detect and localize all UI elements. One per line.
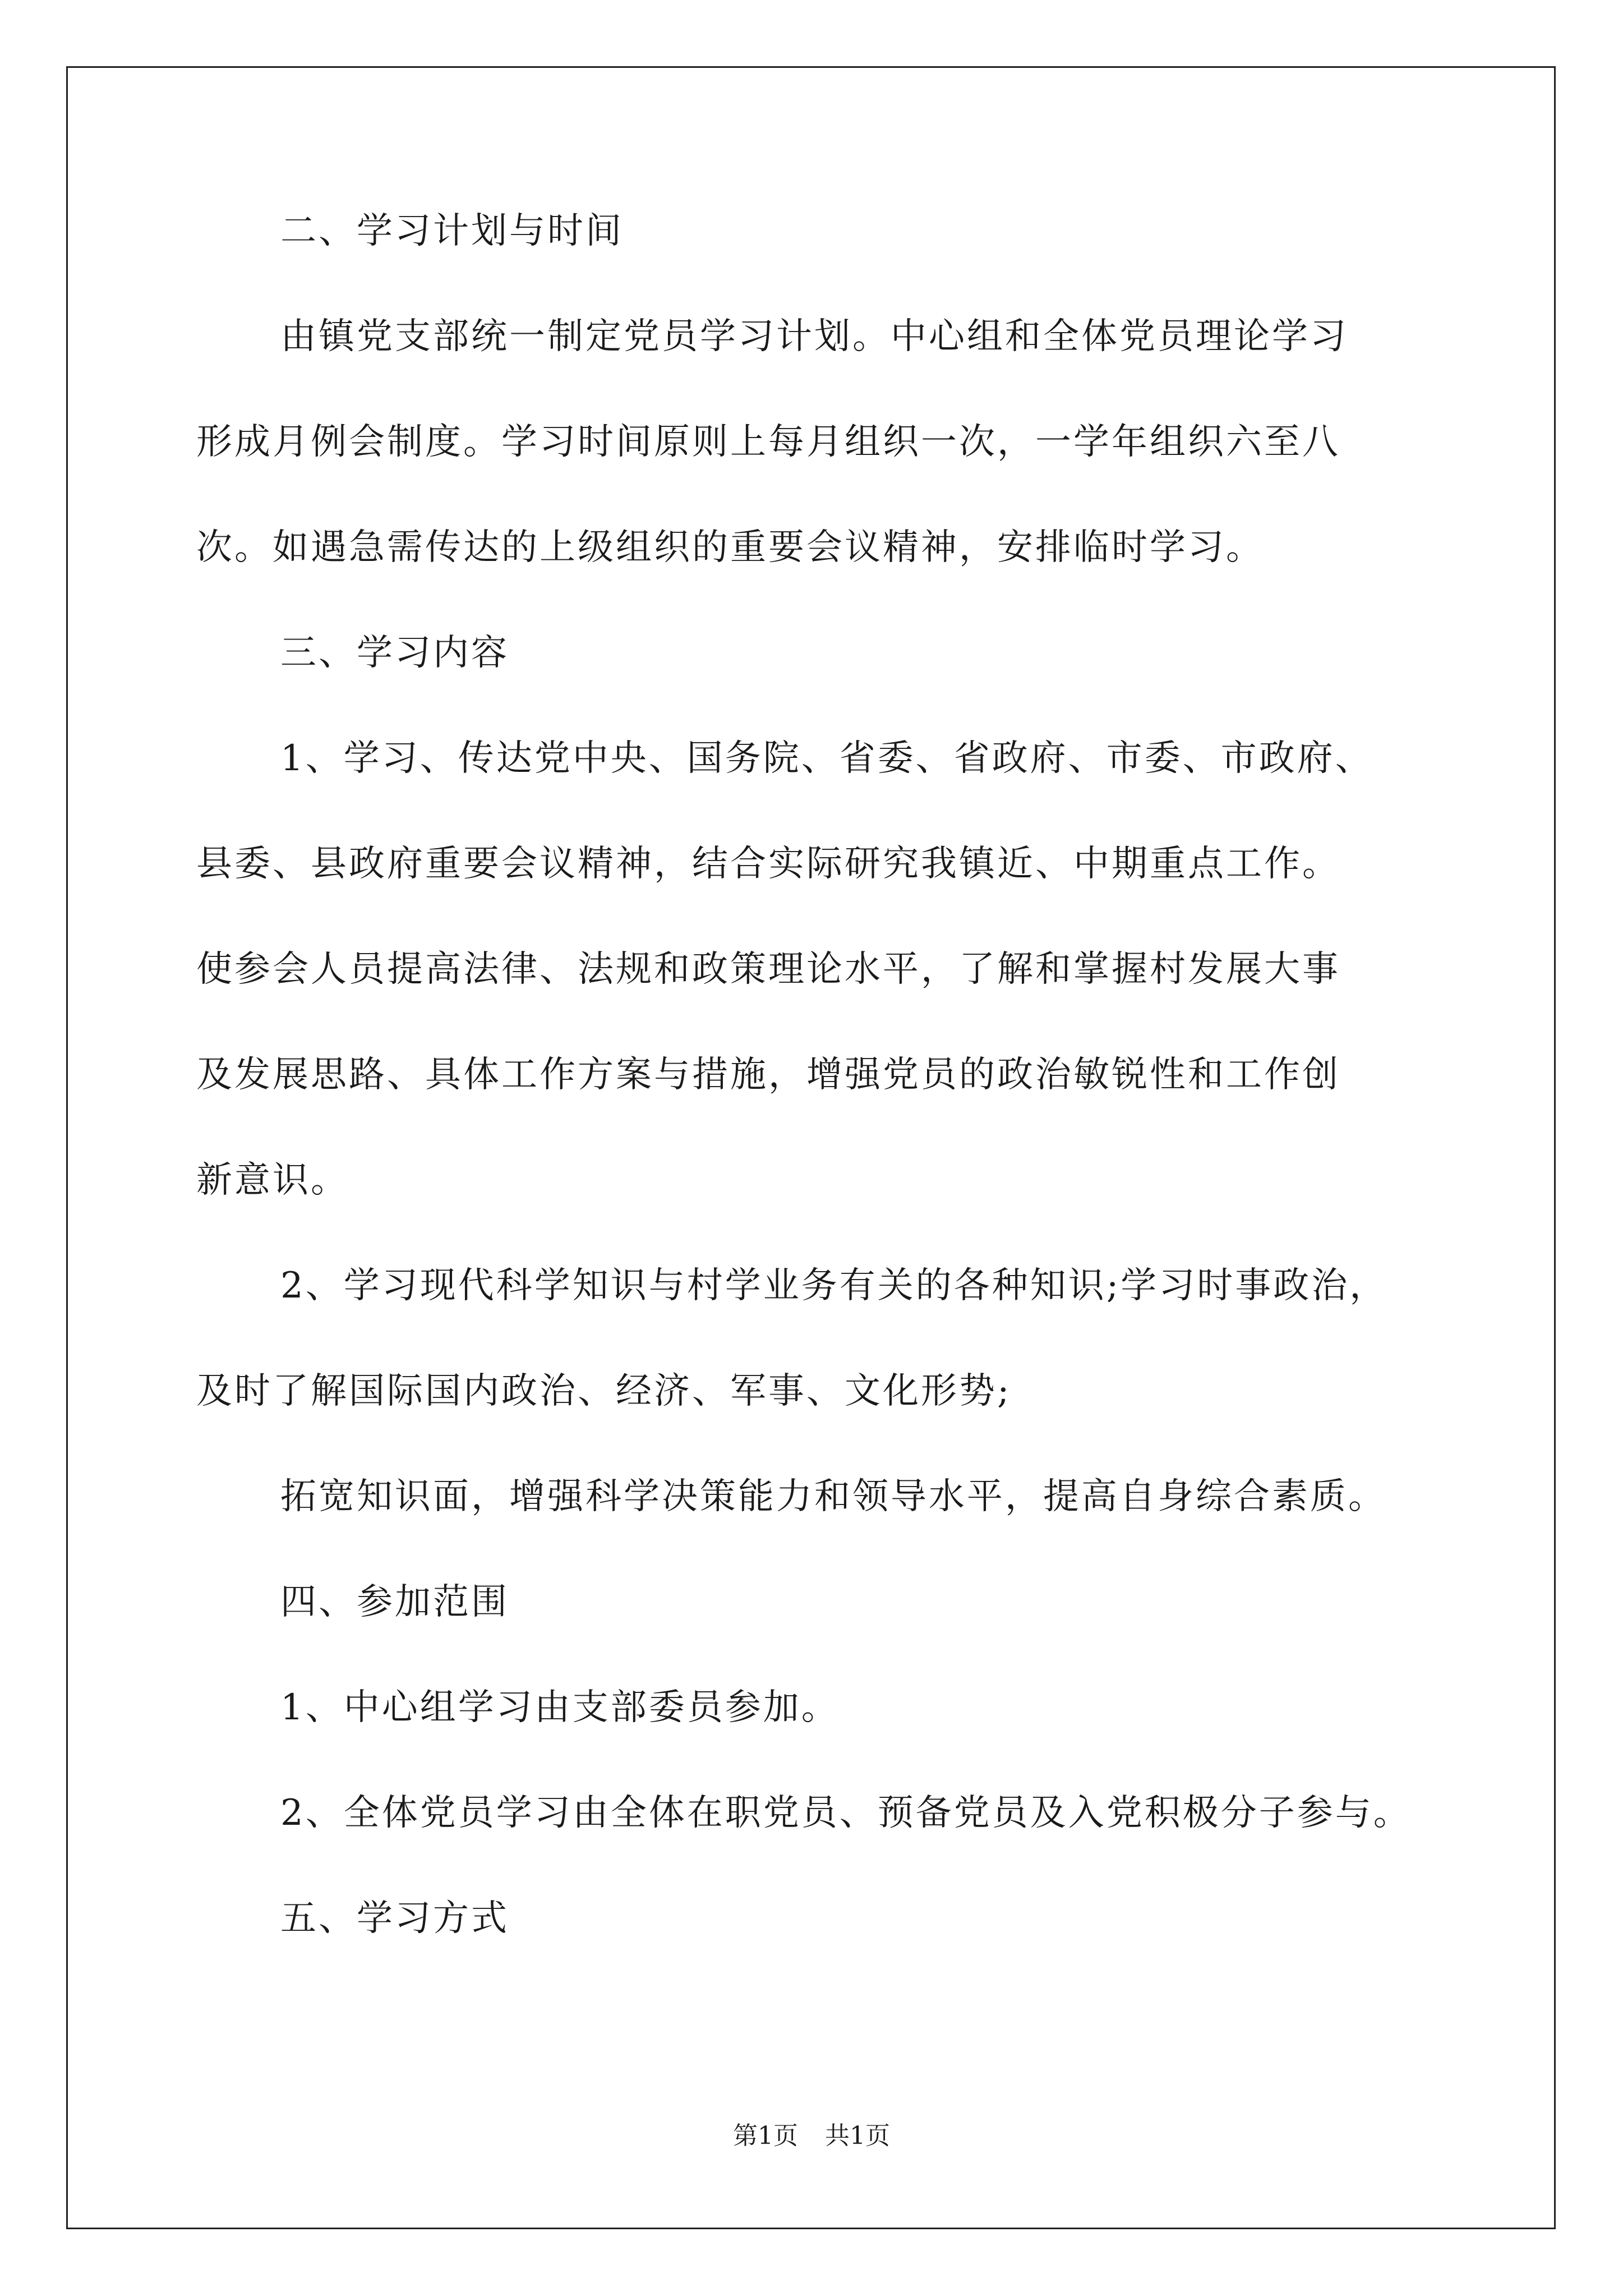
page-total-label: 共1页 (825, 2122, 890, 2150)
text-line: 次。如遇急需传达的上级组织的重要会议精神，安排临时学习。 (196, 527, 1264, 568)
text-line: 由镇党支部统一制定党员学习计划。中心组和全体党员理论学习 (280, 316, 1348, 357)
page-current-label: 第1页 (733, 2122, 798, 2150)
text-line: 使参会人员提高法律、法规和政策理论水平，了解和掌握村发展大事 (196, 949, 1340, 990)
text-line: 形成月例会制度。学习时间原则上每月组织一次，一学年组织六至八 (196, 421, 1340, 463)
text-line: 1、学习、传达党中央、国务院、省委、省政府、市委、市政府、 (280, 738, 1373, 779)
text-line: 三、学习内容 (280, 632, 509, 674)
text-line: 2、学习现代科学知识与村学业务有关的各种知识;学习时事政治， (280, 1265, 1388, 1306)
text-line: 新意识。 (196, 1159, 349, 1201)
text-line: 及时了解国际国内政治、经济、军事、文化形势; (196, 1370, 1012, 1412)
text-line: 1、中心组学习由支部委员参加。 (280, 1687, 840, 1728)
text-line: 拓宽知识面，增强科学决策能力和领导水平，提高自身综合素质。 (280, 1476, 1386, 1517)
text-line: 五、学习方式 (280, 1898, 509, 1939)
text-line: 二、学习计划与时间 (280, 210, 624, 252)
page-footer (0, 2124, 1623, 2148)
document-body (196, 210, 1430, 2006)
text-line: 2、全体党员学习由全体在职党员、预备党员及入党积极分子参与。 (280, 1792, 1412, 1834)
text-line: 县委、县政府重要会议精神，结合实际研究我镇近、中期重点工作。 (196, 843, 1340, 885)
text-line: 四、参加范围 (280, 1581, 509, 1623)
text-line: 及发展思路、具体工作方案与措施，增强党员的政治敏锐性和工作创 (196, 1054, 1340, 1096)
